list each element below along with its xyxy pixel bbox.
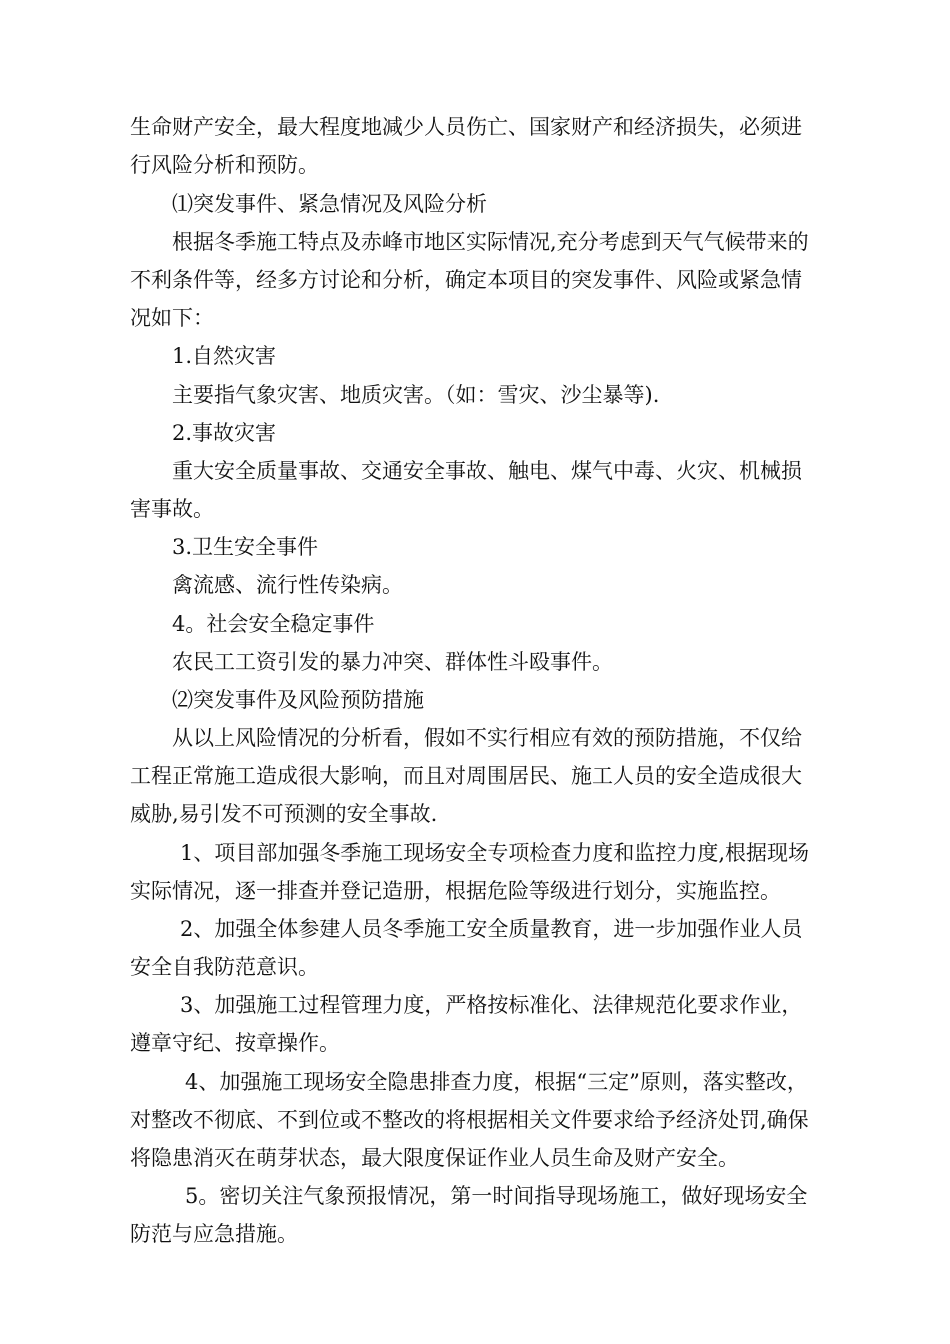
section-heading: ⑵突发事件及风险预防措施 [172, 688, 424, 712]
text-line: 况如下： [130, 306, 214, 330]
text-line: 重大安全质量事故、交通安全事故、触电、煤气中毒、火灾、机械损 [172, 459, 802, 483]
text-line: 防范与应急措施。 [130, 1222, 298, 1246]
text-line: 2、加强全体参建人员冬季施工安全质量教育，进一步加强作业人员 [180, 917, 803, 941]
text-line: 安全自我防范意识。 [130, 955, 319, 979]
text-line: 害事故。 [130, 497, 214, 521]
text-line: 从以上风险情况的分析看，假如不实行相应有效的预防措施，不仅给 [172, 726, 802, 750]
text-line: 工程正常施工造成很大影响，而且对周围居民、施工人员的安全造成很大 [130, 764, 802, 788]
text-line: 1、项目部加强冬季施工现场安全专项检查力度和监控力度,根据现场 [180, 841, 810, 865]
subsection-heading: 3.卫生安全事件 [172, 535, 319, 559]
text-line: 4、加强施工现场安全隐患排查力度，根据“三定”原则，落实整改， [185, 1070, 808, 1094]
text-line: 对整改不彻底、不到位或不整改的将根据相关文件要求给予经济处罚,确保 [130, 1108, 809, 1132]
text-line: 实际情况，逐一排查并登记造册，根据危险等级进行划分，实施监控。 [130, 879, 781, 903]
section-heading: ⑴突发事件、紧急情况及风险分析 [172, 192, 487, 216]
text-line: 根据冬季施工特点及赤峰市地区实际情况,充分考虑到天气气候带来的 [172, 230, 809, 254]
subsection-heading: 1.自然灾害 [172, 344, 277, 368]
text-line: 5。密切关注气象预报情况，第一时间指导现场施工，做好现场安全 [185, 1184, 808, 1208]
text-line: 不利条件等，经多方讨论和分析，确定本项目的突发事件、风险或紧急情 [130, 268, 802, 292]
text-line: 禽流感、流行性传染病。 [172, 573, 403, 597]
subsection-heading: 2.事故灾害 [172, 421, 277, 445]
text-line: 3、加强施工过程管理力度，严格按标准化、法律规范化要求作业， [180, 993, 803, 1017]
text-line: 行风险分析和预防。 [130, 153, 319, 177]
text-line: 威胁,易引发不可预测的安全事故. [130, 802, 438, 826]
subsection-heading: 4。社会安全稳定事件 [172, 612, 375, 636]
text-line: 主要指气象灾害、地质灾害。（如：雪灾、沙尘暴等). [172, 383, 660, 407]
text-line: 将隐患消灭在萌芽状态，最大限度保证作业人员生命及财产安全。 [130, 1146, 739, 1170]
text-line: 农民工工资引发的暴力冲突、群体性斗殴事件。 [172, 650, 613, 674]
text-line: 生命财产安全，最大程度地减少人员伤亡、国家财产和经济损失，必须进 [130, 115, 802, 139]
text-line: 遵章守纪、按章操作。 [130, 1031, 340, 1055]
